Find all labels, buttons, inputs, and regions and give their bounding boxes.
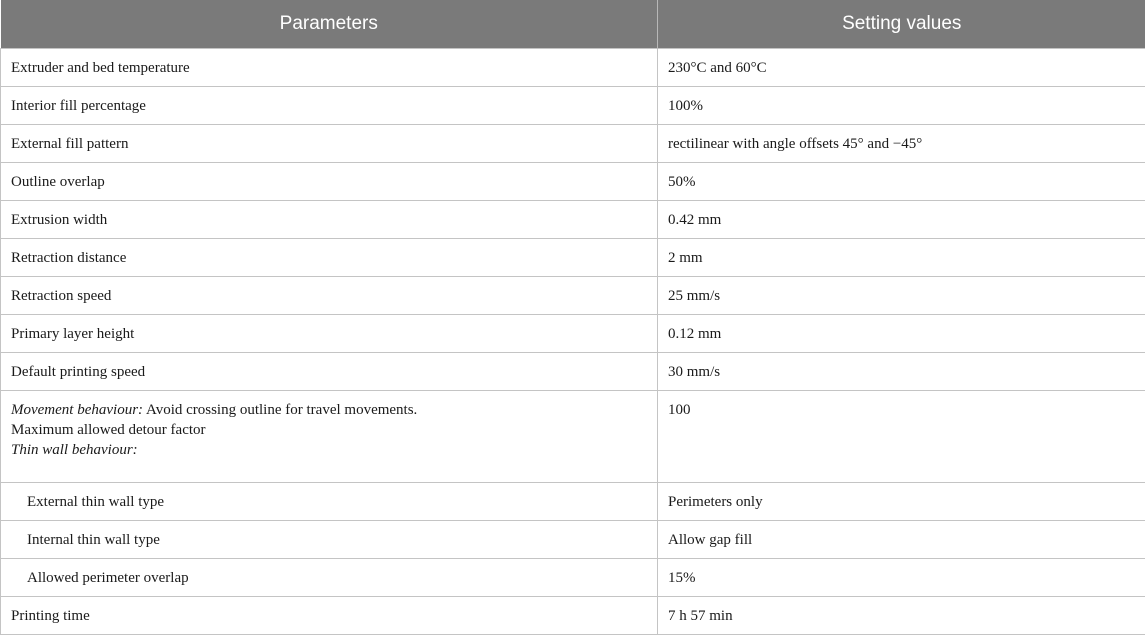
table-row [1,239,1145,277]
movement-line-1 [11,400,647,420]
table-row [1,163,1145,201]
header-parameters: Parameters [1,0,658,49]
table-row [1,277,1145,315]
value-cell: 100% [658,87,1145,125]
param-cell: Extrusion width [1,201,658,239]
param-cell: Internal thin wall type [1,521,658,559]
movement-text: Avoid crossing outline for travel movements. [143,402,417,418]
header-row [1,0,1145,49]
table-row [1,201,1145,239]
param-cell: Default printing speed [1,353,658,391]
table-row [1,315,1145,353]
param-cell: Retraction speed [1,277,658,315]
value-cell: 7 h 57 min [658,597,1145,635]
value-cell: 50% [658,163,1145,201]
value-cell: 100 [658,391,1145,483]
param-cell: Primary layer height [1,315,658,353]
param-cell: Allowed perimeter overlap [1,559,658,597]
table-row [1,483,1145,521]
value-cell: 2 mm [658,239,1145,277]
param-cell: Outline overlap [1,163,658,201]
movement-label: Movement behaviour: [11,402,143,418]
value-cell: 30 mm/s [658,353,1145,391]
value-cell: 0.12 mm [658,315,1145,353]
movement-line-2: Maximum allowed detour factor [11,420,647,440]
table-row [1,125,1145,163]
param-cell: Retraction distance [1,239,658,277]
param-cell: Interior fill percentage [1,87,658,125]
value-cell: 15% [658,559,1145,597]
table-row [1,521,1145,559]
value-cell: 0.42 mm [658,201,1145,239]
param-cell: External fill pattern [1,125,658,163]
table-row [1,87,1145,125]
value-cell: rectilinear with angle offsets 45° and −45° [658,125,1145,163]
header-setting-values: Setting values [658,0,1145,49]
param-cell: External thin wall type [1,483,658,521]
table-row [1,49,1145,87]
table-row [1,597,1145,635]
movement-param-cell [1,391,658,483]
param-cell: Printing time [1,597,658,635]
value-cell: Perimeters only [658,483,1145,521]
table-row [1,353,1145,391]
param-cell: Extruder and bed temperature [1,49,658,87]
table-row [1,559,1145,597]
thin-wall-label: Thin wall behaviour: [11,440,647,460]
value-cell: Allow gap fill [658,521,1145,559]
movement-row [1,391,1145,483]
value-cell: 230°C and 60°C [658,49,1145,87]
value-cell: 25 mm/s [658,277,1145,315]
